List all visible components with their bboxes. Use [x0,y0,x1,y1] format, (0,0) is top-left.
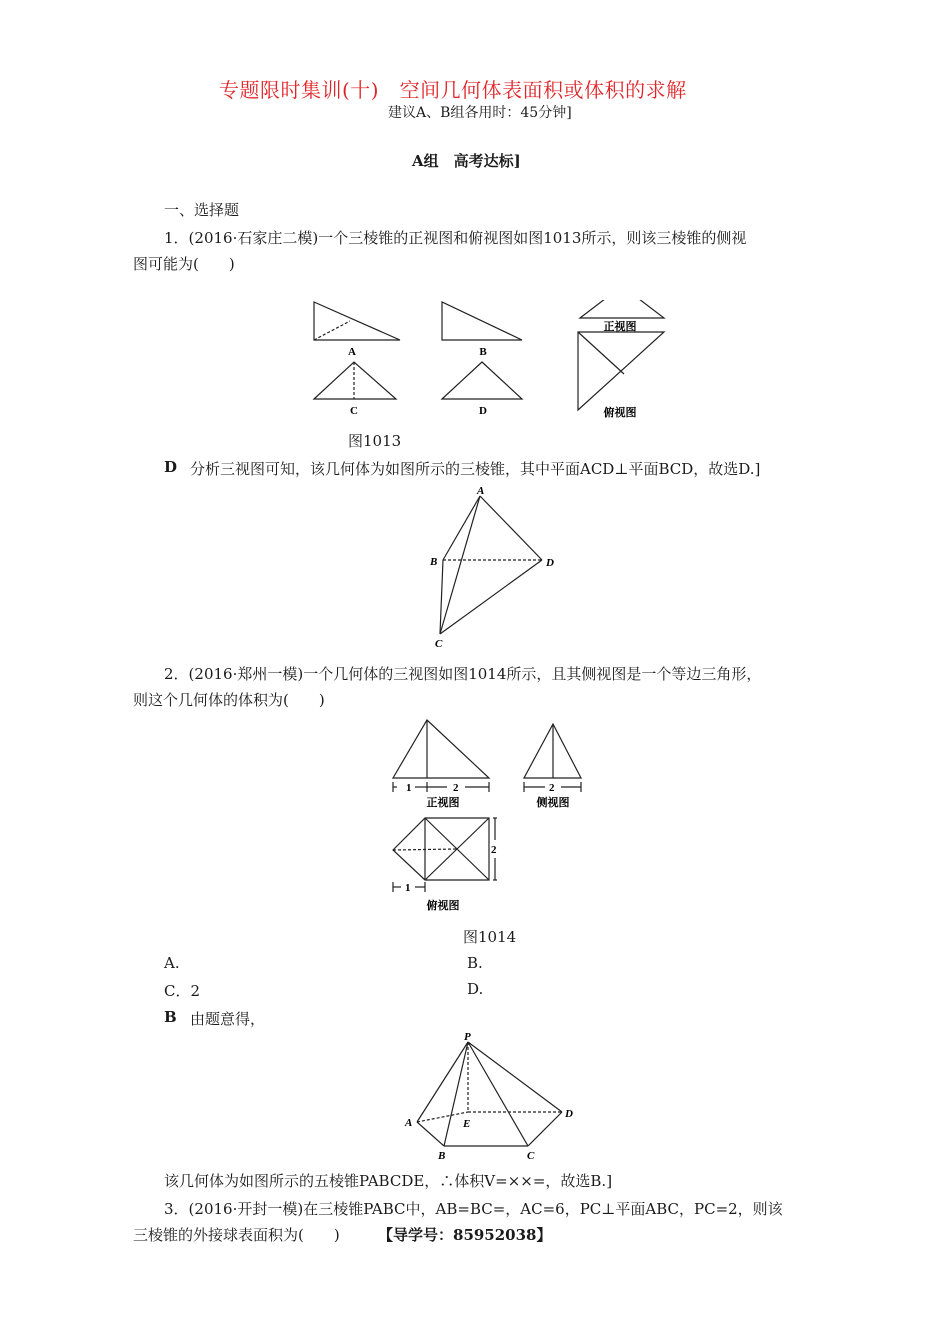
q3-guide-number: 【导学号：85952038】 [378,1226,552,1244]
section-heading: A组 高考达标] [412,152,521,170]
q2-vertex-e: E [463,1118,471,1130]
q1-stem-line2: 图可能为( ) [133,255,235,273]
q1-option-a-label: A [348,346,356,358]
q1-answer-letter: D [164,458,178,476]
q2-vertex-a: A [405,1117,413,1129]
q2-option-c: C．2 [164,982,201,1000]
q1-top-view-label: 俯视图 [603,407,637,419]
q1-vertex-b: B [430,556,438,568]
q2-top-view-label: 俯视图 [426,900,460,912]
q3-stem-line1: 3．(2016·开封一模)在三棱锥PABC中，AB=BC=，AC=6，PC⊥平面ABC，PC=2，则该 [164,1200,783,1218]
q2-option-a: A. [164,954,180,972]
subsection-heading: 一、选择题 [164,201,240,219]
q2-front-dim-1: 1 [406,782,412,794]
q2-top-height-dim: 2 [491,844,497,856]
q3-stem-line2: 三棱锥的外接球表面积为( ) [133,1226,340,1244]
q2-answer-letter: B [164,1008,177,1026]
q2-solid-figure [400,1030,580,1162]
q1-option-d-label: D [479,405,487,417]
figure-1013-caption: 图1013 [348,432,402,450]
q2-vertex-c: C [527,1150,535,1162]
q2-side-dim: 2 [549,782,555,794]
q1-vertex-a: A [477,485,485,497]
figure-1013 [300,300,680,430]
q2-option-d: D. [467,980,484,998]
q1-option-b-label: B [479,346,487,358]
q1-front-view-label: 正视图 [603,321,637,333]
q2-stem-line1: 2．(2016·郑州一模)一个几何体的三视图如图1014所示，且其侧视图是一个等边三角形， [164,665,762,683]
q2-vertex-p: P [464,1031,471,1043]
figure-1014-caption: 图1014 [463,928,517,946]
q2-conclusion: 该几何体为如图所示的五棱锥PABCDE，∴体积V=××=，故选B.] [164,1172,613,1190]
page-subtitle: 建议A、B组各用时：45分钟] [388,105,572,121]
q1-vertex-d: D [546,557,554,569]
q2-front-dim-2: 2 [453,782,459,794]
q1-vertex-c: C [435,638,443,650]
q2-stem-line2: 则这个几何体的体积为( ) [133,691,325,709]
q2-top-dim-1: 1 [405,882,411,894]
figure-1014 [385,712,615,922]
q2-option-b: B. [467,954,483,972]
q1-option-c-label: C [350,405,358,417]
q1-solid-figure [425,484,565,654]
page-title: 专题限时集训(十) 空间几何体表面积或体积的求解 [219,78,687,102]
q1-stem-line1: 1．(2016·石家庄二模)一个三棱锥的正视图和俯视图如图1013所示，则该三棱锥的侧视 [164,229,747,247]
q1-answer-text: 分析三视图可知，该几何体为如图所示的三棱锥，其中平面ACD⊥平面BCD，故选D.] [190,460,761,478]
q2-answer-text: 由题意得， [190,1010,266,1028]
q2-vertex-b: B [438,1150,446,1162]
q2-front-view-label: 正视图 [426,797,460,809]
q2-vertex-d: D [565,1108,573,1120]
q2-side-view-label: 侧视图 [536,797,570,809]
